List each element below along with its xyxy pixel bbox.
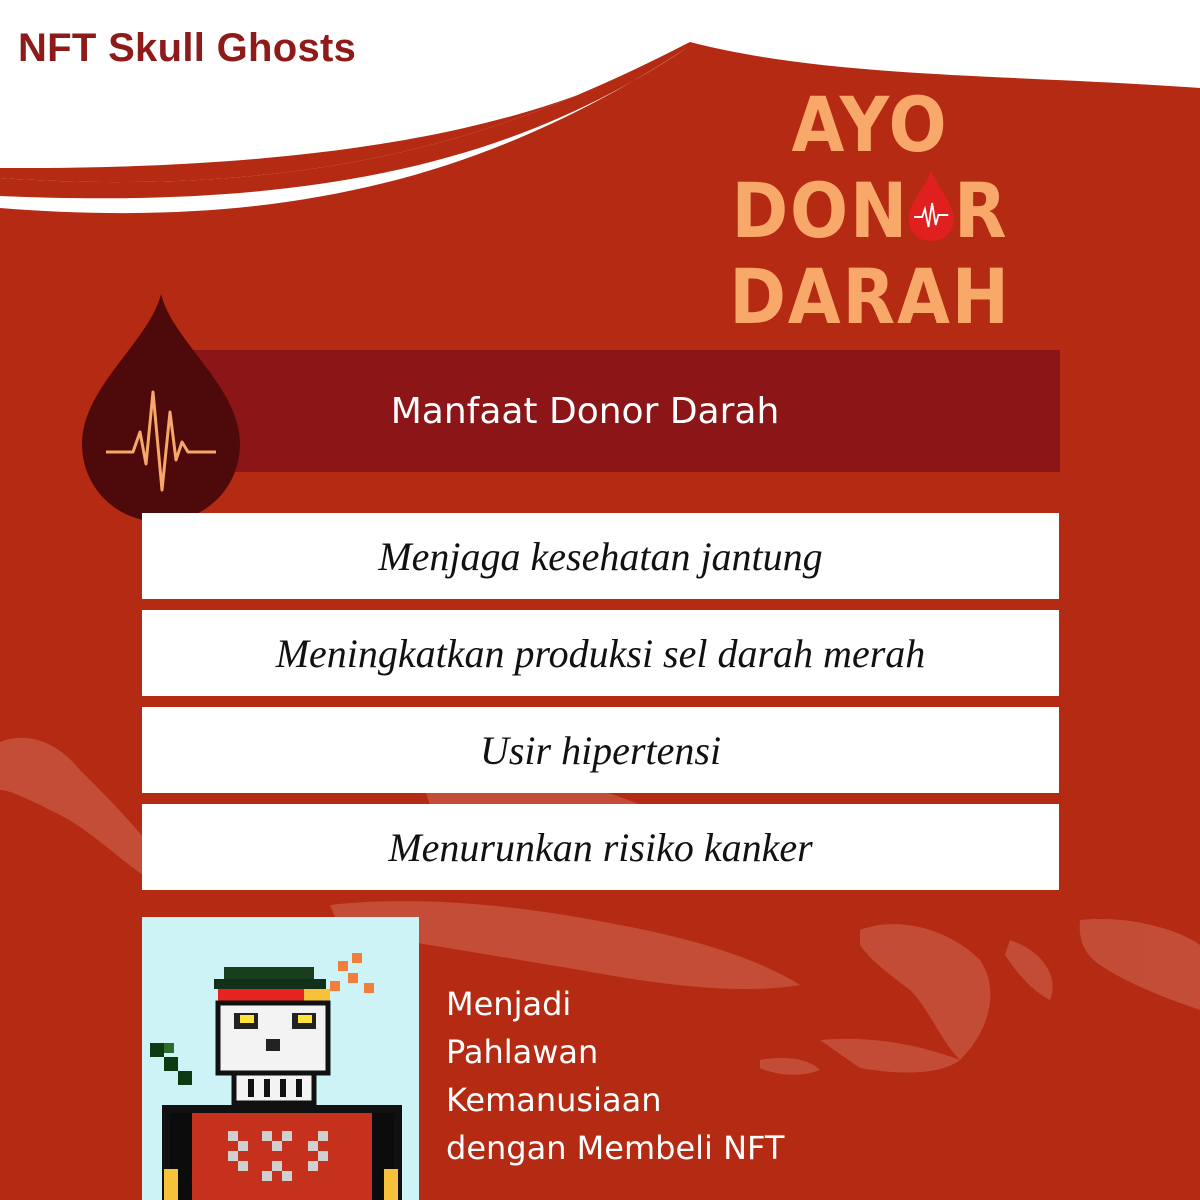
cta-line: Menjadi [446,985,572,1023]
benefit-item: Menjaga kesehatan jantung [142,513,1059,599]
section-title: Manfaat Donor Darah [390,390,780,432]
benefit-item: Meningkatkan produksi sel darah merah [142,610,1059,696]
cta-line: Pahlawan [446,1033,599,1071]
skull-ghost-nft-illustration [142,917,419,1200]
benefits-list [142,513,1059,901]
headline-line-3: DARAH [729,252,1011,341]
section-header [150,350,1060,472]
headline-line-2-end: R [954,166,1009,255]
cta-line: Kemanusiaan [446,1081,662,1119]
benefit-item: Menurunkan risiko kanker [142,804,1059,890]
headline-line-2 [717,168,1023,254]
headline-line-2-start: DON [731,166,910,255]
blood-drop-pulse-icon [78,292,244,524]
brand-title: NFT Skull Ghosts [18,26,357,70]
benefit-item: Usir hipertensi [142,707,1059,793]
headline-line-1: AYO [791,80,949,169]
blood-drop-icon [907,169,956,243]
cta-line: dengan Membeli NFT [446,1129,785,1167]
cta-text [446,980,866,1172]
headline [717,82,1023,340]
